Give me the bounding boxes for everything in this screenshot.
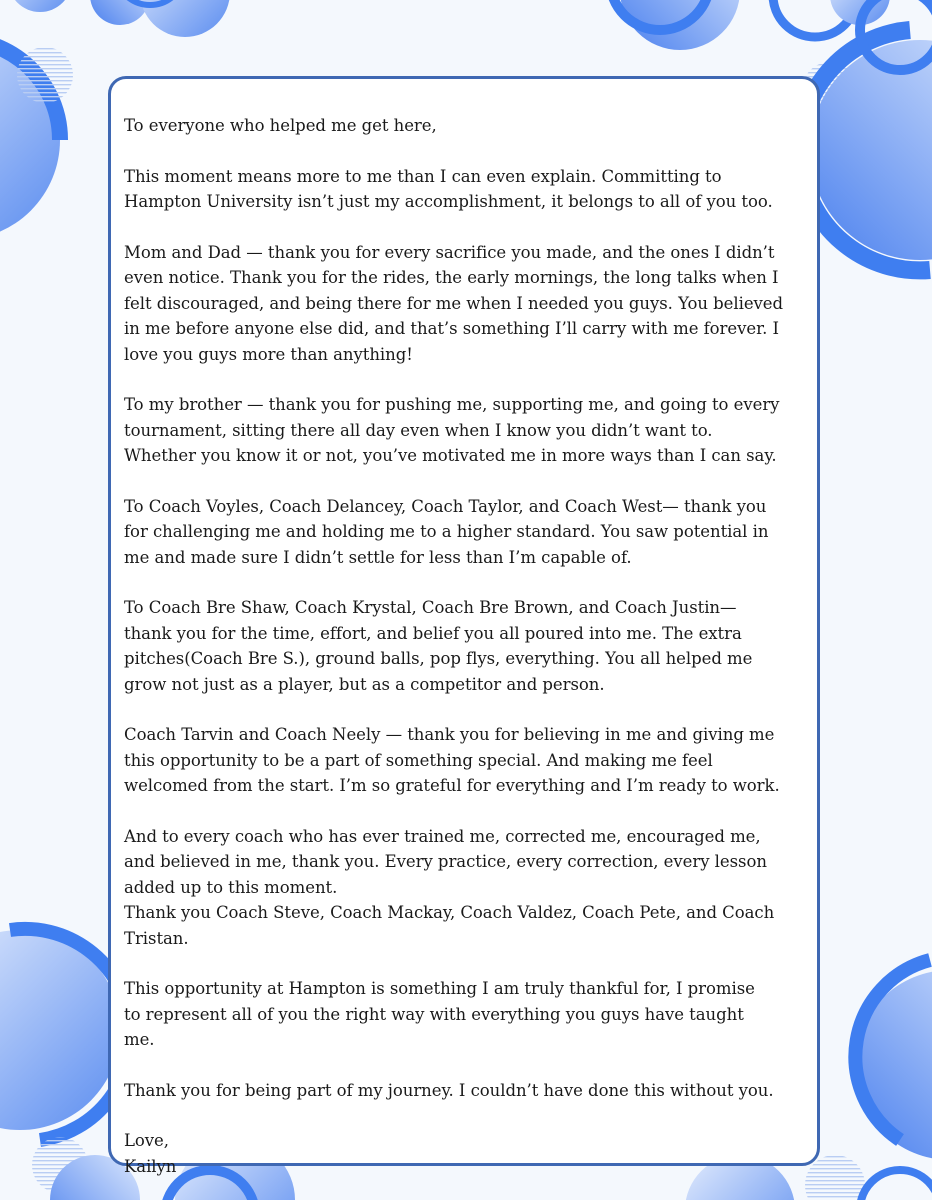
letter-line: pitches(Coach Bre S.), ground balls, pop flys, everything. You all helped me (124, 649, 753, 668)
letter-line: felt discouraged, and being there for me when I needed you guys. You believed (124, 293, 784, 313)
letter-line: Coach Tarvin and Coach Neely — thank you for believing in me and giving me (124, 725, 775, 744)
letter-line: This moment means more to me than I can even explain. Committing to (124, 166, 722, 186)
letter-line: thank you for the time, effort, and belief you all poured into me. The extra (124, 623, 742, 643)
letter-line: And to every coach who has ever trained me, corrected me, encouraged me, (124, 826, 761, 846)
letter-paragraph (124, 1078, 805, 1104)
letter-line: for challenging me and holding me to a higher standard. You saw potential in (124, 522, 769, 541)
letter-line: even notice. Thank you for the rides, the early mornings, the long talks when I (124, 268, 779, 287)
letter-paragraphs (124, 164, 805, 1104)
letter-card (108, 76, 820, 1176)
letter-paragraph (124, 392, 805, 469)
letter-line: tournament, sitting there all day even when I know you didn’t want to. (124, 420, 713, 440)
letter-line: Thank you for being part of my journey. I couldn’t have done this without you. (124, 1080, 774, 1100)
letter-line: grow not just as a player, but as a competitor and person. (124, 674, 605, 694)
letter-line: To my brother — thank you for pushing me, supporting me, and going to every (124, 395, 780, 414)
letter-line: to represent all of you the right way with everything you guys have taught (124, 1004, 744, 1024)
letter-line: To Coach Voyles, Coach Delancey, Coach Taylor, and Coach West— thank you (124, 496, 767, 516)
letter-line: me and made sure I didn’t settle for less than I’m capable of. (124, 547, 632, 567)
letter-body (124, 113, 805, 1179)
letter-line: To Coach Bre Shaw, Coach Krystal, Coach Bre Brown, and Coach Justin— (124, 598, 737, 617)
letter-line: added up to this moment. (124, 877, 338, 897)
greeting-line: To everyone who helped me get here, (124, 116, 437, 135)
letter-paragraph (124, 722, 805, 799)
letter-line: welcomed from the start. I’m so grateful for everything and I’m ready to work. (124, 776, 780, 795)
signoff (124, 1128, 805, 1179)
letter-line: Hampton University isn’t just my accomplishment, it belongs to all of you too. (124, 192, 773, 211)
letter-line: Thank you Coach Steve, Coach Mackay, Coach Valdez, Coach Pete, and Coach (124, 903, 775, 922)
letter-line: and believed in me, thank you. Every practice, every correction, every lesson (124, 852, 767, 871)
letter-paragraph (124, 240, 805, 368)
closing: Love, (124, 1131, 169, 1150)
letter-line: Tristan. (124, 928, 189, 948)
greeting (124, 113, 805, 139)
letter-line: love you guys more than anything! (124, 344, 413, 364)
letter-paragraph (124, 494, 805, 571)
letter-line: this opportunity to be a part of something special. And making me feel (124, 750, 713, 770)
letter-line: in me before anyone else did, and that’s something I’ll carry with me forever. I (124, 319, 779, 338)
letter-line: Whether you know it or not, you’ve motivated me in more ways than I can say. (124, 446, 777, 465)
letter-line: This opportunity at Hampton is something I am truly thankful for, I promise (124, 979, 755, 998)
letter-paragraph (124, 976, 805, 1053)
letter-paragraph (124, 824, 805, 952)
letter-line: Mom and Dad — thank you for every sacrifice you made, and the ones I didn’t (124, 242, 775, 262)
letter-line: me. (124, 1030, 155, 1049)
letter-paragraph (124, 164, 805, 215)
letter-paragraph (124, 595, 805, 697)
signature: Kailyn (124, 1156, 177, 1176)
